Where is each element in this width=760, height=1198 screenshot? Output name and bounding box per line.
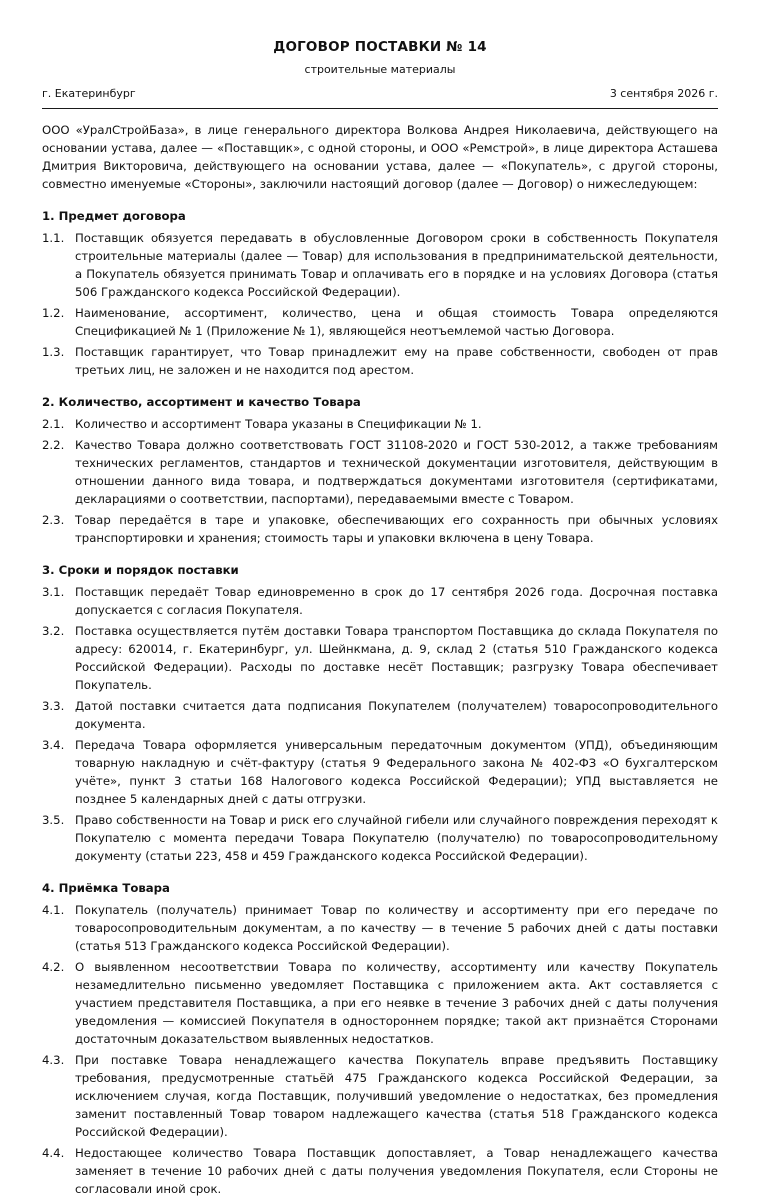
clause xyxy=(42,811,718,865)
contract-date: 3 сентября 2026 г. xyxy=(609,87,718,100)
clause-text: Количество и ассортимент Товара указаны в Спецификации № 1. xyxy=(75,417,482,431)
contract-section xyxy=(42,393,718,547)
clause xyxy=(42,622,718,694)
clause xyxy=(42,304,718,340)
clause xyxy=(42,697,718,733)
clause xyxy=(42,901,718,955)
clause-number: 3.3. xyxy=(42,699,65,713)
clause-text: Покупатель (получатель) принимает Товар по количеству и ассортименту при его передаче по товаросопроводительным документам, а по качеству — в течение 5 рабочих дней с даты поставки (статья 513 Гражданского кодекса Российской Федерации). xyxy=(75,903,718,953)
clause xyxy=(42,229,718,301)
document-title: ДОГОВОР ПОСТАВКИ № 14 xyxy=(273,39,487,55)
clause xyxy=(42,583,718,619)
clause-text: Датой поставки считается дата подписания Покупателем (получателем) товаросопроводительного документа. xyxy=(75,699,718,731)
preamble-paragraph: ООО «УралСтройБаза», в лице генерального директора Волкова Андрея Николаевича, действующего на основании устава, далее — «Поставщик», с одной стороны, и ООО «Ремстрой», в лице директора Асташева Дмитрия Викторовича, действующего на основании устава, далее — «Покупатель», с другой стороны, совместно именуемые «Стороны», заключили настоящий договор (далее — Договор) о нижеследующем: xyxy=(42,123,718,191)
clause-number: 2.3. xyxy=(42,513,65,527)
contract-sections xyxy=(42,207,718,1198)
clause-number: 4.1. xyxy=(42,903,65,917)
clause-text: О выявленном несоответствии Товара по количеству, ассортименту или качеству Покупатель незамедлительно письменно уведомляет Поставщика с приложением акта. Акт составляется с участием представителя Поставщика, а при его неявке в течение 3 рабочих дней с даты получения уведомления — комиссией Покупателя в одностороннем порядке; такой акт признаётся Сторонами достаточным доказательством выявленных недостатков. xyxy=(75,960,718,1046)
clause-number: 1.1. xyxy=(42,231,65,245)
contract-section xyxy=(42,207,718,379)
clause-text: Товар передаётся в таре и упаковке, обеспечивающих его сохранность при обычных условиях транспортировки и хранения; стоимость тары и упаковки включена в цену Товара. xyxy=(75,513,718,545)
clause-number: 1.3. xyxy=(42,345,65,359)
clause-text: Поставка осуществляется путём доставки Товара транспортом Поставщика до склада Покупателя по адресу: 620014, г. Екатеринбург, ул. Шейнкмана, д. 9, склад 2 (статья 510 Гражданского кодекса Российской Федерации). Расходы по доставке несёт Поставщик; разгрузку Товара обеспечивает Покупатель. xyxy=(75,624,718,692)
section-heading: 3. Сроки и порядок поставки xyxy=(42,563,239,577)
clause-number: 3.4. xyxy=(42,738,65,752)
contract-section xyxy=(42,879,718,1198)
clause xyxy=(42,1051,718,1141)
clause-text: Качество Товара должно соответствовать ГОСТ 31108-2020 и ГОСТ 530-2012, а также требованиям технических регламентов, стандартов и технической документации изготовителя, действующим в отношении данного вида товара, и подтверждаться документами изготовителя (сертификатами, декларациями о соответствии, паспортами), передаваемыми вместе с Товаром. xyxy=(75,438,718,506)
clause-number: 4.2. xyxy=(42,960,65,974)
clause-number: 3.1. xyxy=(42,585,65,599)
clause xyxy=(42,415,718,433)
clause-text: Недостающее количество Товара Поставщик допоставляет, а Товар ненадлежащего качества заменяет в течение 10 рабочих дней с даты получения уведомления Покупателя, если Стороны не согласовали иной срок. xyxy=(75,1146,718,1196)
place-date-row xyxy=(42,86,718,109)
clause xyxy=(42,1144,718,1198)
clause-number: 3.2. xyxy=(42,624,65,638)
clause xyxy=(42,736,718,808)
clause xyxy=(42,958,718,1048)
contract-city: г. Екатеринбург xyxy=(42,87,136,100)
clause-number: 2.1. xyxy=(42,417,65,431)
section-heading: 4. Приёмка Товара xyxy=(42,881,170,895)
clause-text: Поставщик передаёт Товар единовременно в срок до 17 сентября 2026 года. Досрочная поставка допускается с согласия Покупателя. xyxy=(75,585,718,617)
clause-number: 3.5. xyxy=(42,813,65,827)
clause xyxy=(42,343,718,379)
document-subtitle: строительные материалы xyxy=(304,63,456,76)
clause-number: 1.2. xyxy=(42,306,65,320)
clause-text: При поставке Товара ненадлежащего качества Покупатель вправе предъявить Поставщику требования, предусмотренные статьёй 475 Гражданского кодекса Российской Федерации, за исключением случая, когда Поставщик, получивший уведомление о недостатках, без промедления заменит поставленный Товар товаром надлежащего качества (статья 518 Гражданского кодекса Российской Федерации). xyxy=(75,1053,718,1139)
section-heading: 2. Количество, ассортимент и качество Товара xyxy=(42,395,361,409)
clause xyxy=(42,511,718,547)
clause-text: Поставщик гарантирует, что Товар принадлежит ему на праве собственности, свободен от прав третьих лиц, не заложен и не находится под арестом. xyxy=(75,345,718,377)
clause xyxy=(42,436,718,508)
clause-number: 4.4. xyxy=(42,1146,65,1160)
contract-section xyxy=(42,561,718,865)
clause-text: Поставщик обязуется передавать в обусловленные Договором сроки в собственность Покупателя строительные материалы (далее — Товар) для использования в предпринимательской деятельности, а Покупатель обязуется принимать Товар и оплачивать его в порядке и на условиях Договора (статья 506 Гражданского кодекса Российской Федерации). xyxy=(75,231,718,299)
clause-number: 4.3. xyxy=(42,1053,65,1067)
clause-number: 2.2. xyxy=(42,438,65,452)
clause-text: Право собственности на Товар и риск его случайной гибели или случайного повреждения переходят к Покупателю с момента передачи Товара Покупателю (получателю) по товаросопроводительному документу (статьи 223, 458 и 459 Гражданского кодекса Российской Федерации). xyxy=(75,813,718,863)
clause-text: Передача Товара оформляется универсальным передаточным документом (УПД), объединяющим товарную накладную и счёт-фактуру (статья 9 Федерального закона № 402-ФЗ «О бухгалтерском учёте», пункт 3 статьи 168 Налогового кодекса Российской Федерации); УПД выставляется не позднее 5 календарных дней с даты отгрузки. xyxy=(75,738,718,806)
clause-text: Наименование, ассортимент, количество, цена и общая стоимость Товара определяются Спецификацией № 1 (Приложение № 1), являющейся неотъемлемой частью Договора. xyxy=(75,306,718,338)
section-heading: 1. Предмет договора xyxy=(42,209,186,223)
